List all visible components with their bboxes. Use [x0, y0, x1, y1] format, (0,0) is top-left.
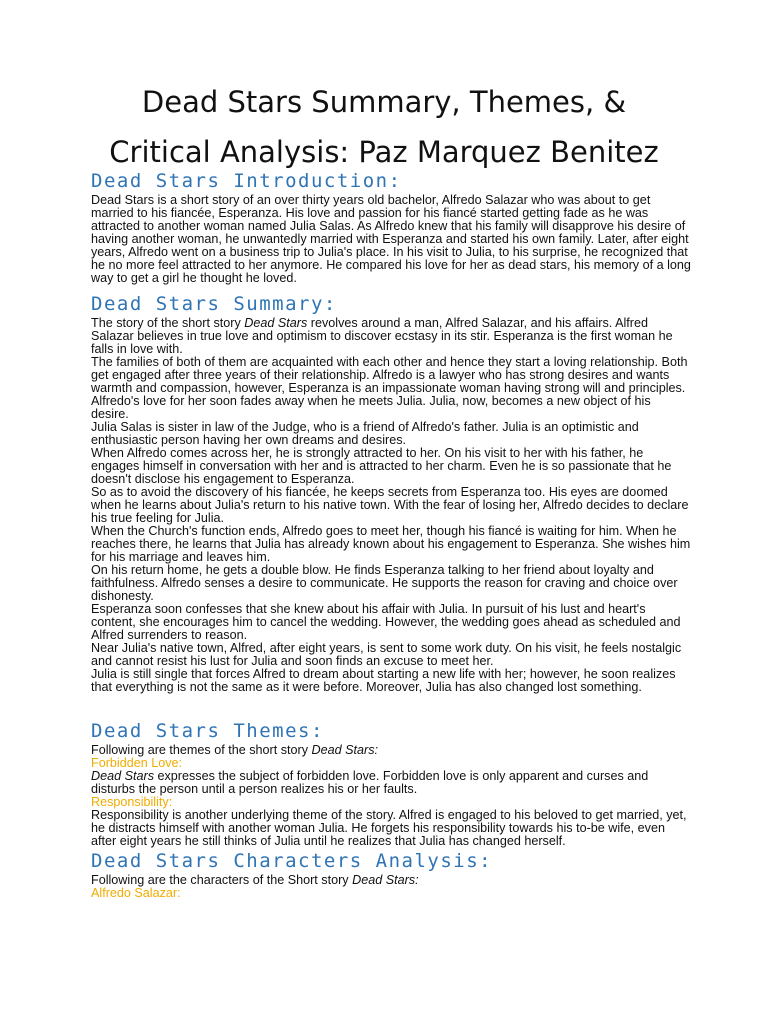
document-body — [91, 168, 691, 900]
characters-intro-title: Dead Stars: — [352, 873, 419, 887]
section-heading-summary: Dead Stars Summary: — [91, 293, 337, 315]
page-title-line-2: Critical Analysis: Paz Marquez Benitez — [109, 135, 659, 169]
summary-paragraph-4: When Alfredo comes across her, he is strongly attracted to her. On his visit to her with his father, he engages himself in conversation with her and is attracted to her charm. Even he is so passionate that he doesn't disclose his engagement to Esperanza. — [91, 446, 672, 486]
characters-intro — [91, 874, 691, 887]
summary-p1-pre: The story of the short story — [91, 316, 245, 330]
summary-p1-post: revolves around a man, Alfred Salazar, and his affairs. Alfred Salazar believes in true love and optimism to discover ecstasy in its stir. Esperanza is the first woman he falls in love with. — [91, 316, 673, 356]
themes-intro-title: Dead Stars: — [311, 743, 378, 757]
theme-forbidden-love-title: Dead Stars — [91, 769, 154, 783]
summary-paragraph-5: So as to avoid the discovery of his fiancée, he keeps secrets from Esperanza too. His eyes are doomed when he learns about Julia's return to his native town. With the fear of losing her, Alfredo decides to declare his true feeling for Julia. — [91, 485, 689, 525]
summary-paragraph-7: On his return home, he gets a double blow. He finds Esperanza talking to her friend about loyalty and faithfulness. Alfredo senses a desire to communicate. He supports the reason for craving and choice over dishonesty. — [91, 563, 678, 603]
summary-paragraph-9: Near Julia's native town, Alfred, after eight years, is sent to some work duty. On his visit, he feels nostalgic and cannot resist his lust for Julia and soon finds an excuse to meet her. — [91, 641, 682, 668]
summary-paragraph-2: The families of both of them are acquainted with each other and hence they start a loving relationship. Both get engaged after three years of their relationship. Alfredo is a lawyer who has strong desires and wants warmth and compassion, however, Esperanza is an impassionate woman having strong will and principles. Alfredo's love for her soon fades away when he meets Julia. Julia, now, becomes a new object of his desire. — [91, 355, 688, 421]
themes-intro-pre: Following are themes of the short story — [91, 743, 312, 757]
intro-paragraph: Dead Stars is a short story of an over thirty years old bachelor, Alfredo Salazar who was about to get married to his fiancée, Esperanza. His love and passion for his fiancé started getting fade as he was attracted to another woman named Julia Salas. As Alfredo knew that his family will disapprove his desire of having another woman, he unwantedly married with Esperanza and started his own family. Later, after eight years, Alfredo went on a business trip to Julia's place. In his visit to Julia, to his surprise, he recognized that he no more feel attracted to her anymore. He compared his love for her as dead stars, his memory of a long way to get a girl he thought he loved. — [91, 193, 691, 285]
section-heading-introduction: Dead Stars Introduction: — [91, 170, 402, 192]
theme-responsibility-body: Responsibility is another underlying theme of the story. Alfred is engaged to his beloved to get married, yet, he distracts himself with another woman Julia. He forgets his responsibility towards his to-be wife, even after eight years he still thinks of Julia until he realizes that Julia has changed herself. — [91, 808, 687, 848]
summary-paragraph-10: Julia is still single that forces Alfred to dream about starting a new life with her; however, he soon realizes that everything is not the same as it were before. Moreover, Julia has also changed lost something. — [91, 667, 676, 694]
summary-paragraph-1 — [91, 317, 691, 356]
theme-forbidden-love-text: expresses the subject of forbidden love. Forbidden love is only apparent and curses and disturbs the person until a person realizes his or her faults. — [91, 769, 649, 796]
theme-forbidden-love-heading: Forbidden Love: — [91, 756, 183, 770]
section-heading-characters: Dead Stars Characters Analysis: — [91, 850, 493, 872]
summary-paragraph-8: Esperanza soon confesses that she knew about his affair with Julia. In pursuit of his lust and heart's content, she encourages him to cancel the wedding. However, the wedding goes ahead as scheduled and Alfred surrenders to reason. — [91, 602, 681, 642]
theme-responsibility-heading: Responsibility: — [91, 795, 173, 809]
page-title-line-1: Dead Stars Summary, Themes, & — [141, 85, 627, 119]
section-heading-themes: Dead Stars Themes: — [91, 720, 324, 742]
summary-p1-title: Dead Stars — [244, 316, 308, 330]
theme-forbidden-love-body — [91, 770, 691, 796]
characters-intro-pre: Following are the characters of the Short story — [91, 873, 353, 887]
summary-paragraph-3: Julia Salas is sister in law of the Judge, who is a friend of Alfredo's father. Julia is an optimistic and enthusiastic person having her own dreams and desires. — [91, 420, 639, 447]
character-alfredo-heading: Alfredo Salazar: — [91, 886, 181, 900]
summary-paragraph-6: When the Church's function ends, Alfredo goes to meet her, though his fiancé is waiting for him. When he reaches there, he learns that Julia has already known about his engagement to Esperanza. She wishes him for his marriage and leaves him. — [91, 524, 691, 564]
